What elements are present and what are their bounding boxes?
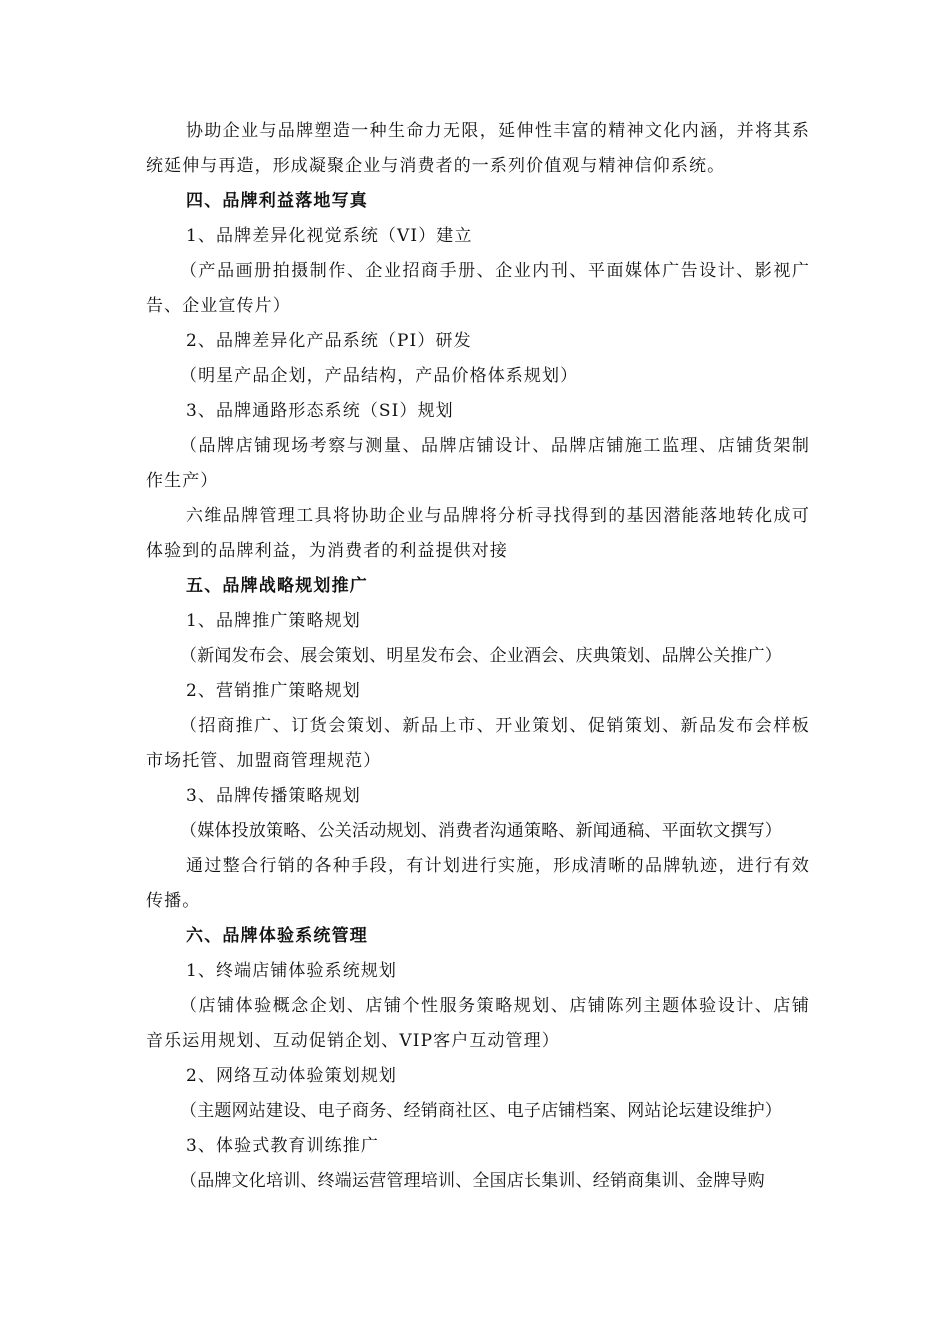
list-item-5-1-detail: （新闻发布会、展会策划、明星发布会、企业酒会、庆典策划、品牌公关推广） — [180, 646, 782, 666]
list-item-6-1-detail: （店铺体验概念企划、店铺个性服务策略规划、店铺陈列主题体验设计、店铺音乐运用规划、互动促销企划、VIP客户互动管理） — [146, 996, 810, 1051]
list-item-6-2: 2、网络互动体验策划规划 — [186, 1066, 398, 1086]
list-item-4-3-detail: （品牌店铺现场考察与测量、品牌店铺设计、品牌店铺施工监理、店铺货架制作生产） — [146, 436, 810, 491]
section-heading-5: 五、品牌战略规划推广 — [186, 576, 368, 596]
list-item-4-1-detail: （产品画册拍摄制作、企业招商手册、企业内刊、平面媒体广告设计、影视广告、企业宣传片） — [146, 261, 810, 316]
list-item-4-1: 1、品牌差异化视觉系统（VI）建立 — [186, 226, 473, 246]
list-item-5-2: 2、营销推广策略规划 — [186, 681, 361, 701]
section-heading-6: 六、品牌体验系统管理 — [186, 926, 368, 946]
list-item-6-1: 1、终端店铺体验系统规划 — [186, 961, 398, 981]
list-item-5-3-detail: （媒体投放策略、公关活动规划、消费者沟通策略、新闻通稿、平面软文撰写） — [180, 821, 782, 841]
list-item-4-2: 2、品牌差异化产品系统（PI）研发 — [186, 331, 472, 351]
list-item-5-1: 1、品牌推广策略规划 — [186, 611, 361, 631]
list-item-6-2-detail: （主题网站建设、电子商务、经销商社区、电子店铺档案、网站论坛建设维护） — [180, 1101, 782, 1121]
section-heading-4: 四、品牌利益落地写真 — [186, 191, 368, 211]
intro-paragraph: 协助企业与品牌塑造一种生命力无限，延伸性丰富的精神文化内涵，并将其系统延伸与再造，形成凝聚企业与消费者的一系列价值观与精神信仰系统。 — [146, 121, 810, 176]
list-item-6-3: 3、体验式教育训练推广 — [186, 1136, 379, 1156]
document-page — [146, 114, 810, 1199]
list-item-4-2-detail: （明星产品企划，产品结构，产品价格体系规划） — [180, 366, 579, 386]
list-item-5-2-detail: （招商推广、订货会策划、新品上市、开业策划、促销策划、新品发布会样板市场托管、加盟商管理规范） — [146, 716, 810, 771]
section-4-summary: 六维品牌管理工具将协助企业与品牌将分析寻找得到的基因潜能落地转化成可体验到的品牌利益，为消费者的利益提供对接 — [146, 506, 810, 561]
list-item-4-3: 3、品牌通路形态系统（SI）规划 — [186, 401, 454, 421]
list-item-6-3-detail: （品牌文化培训、终端运营管理培训、全国店长集训、经销商集训、金牌导购 — [180, 1171, 765, 1191]
section-5-summary: 通过整合行销的各种手段，有计划进行实施，形成清晰的品牌轨迹，进行有效传播。 — [146, 856, 810, 911]
list-item-5-3: 3、品牌传播策略规划 — [186, 786, 361, 806]
